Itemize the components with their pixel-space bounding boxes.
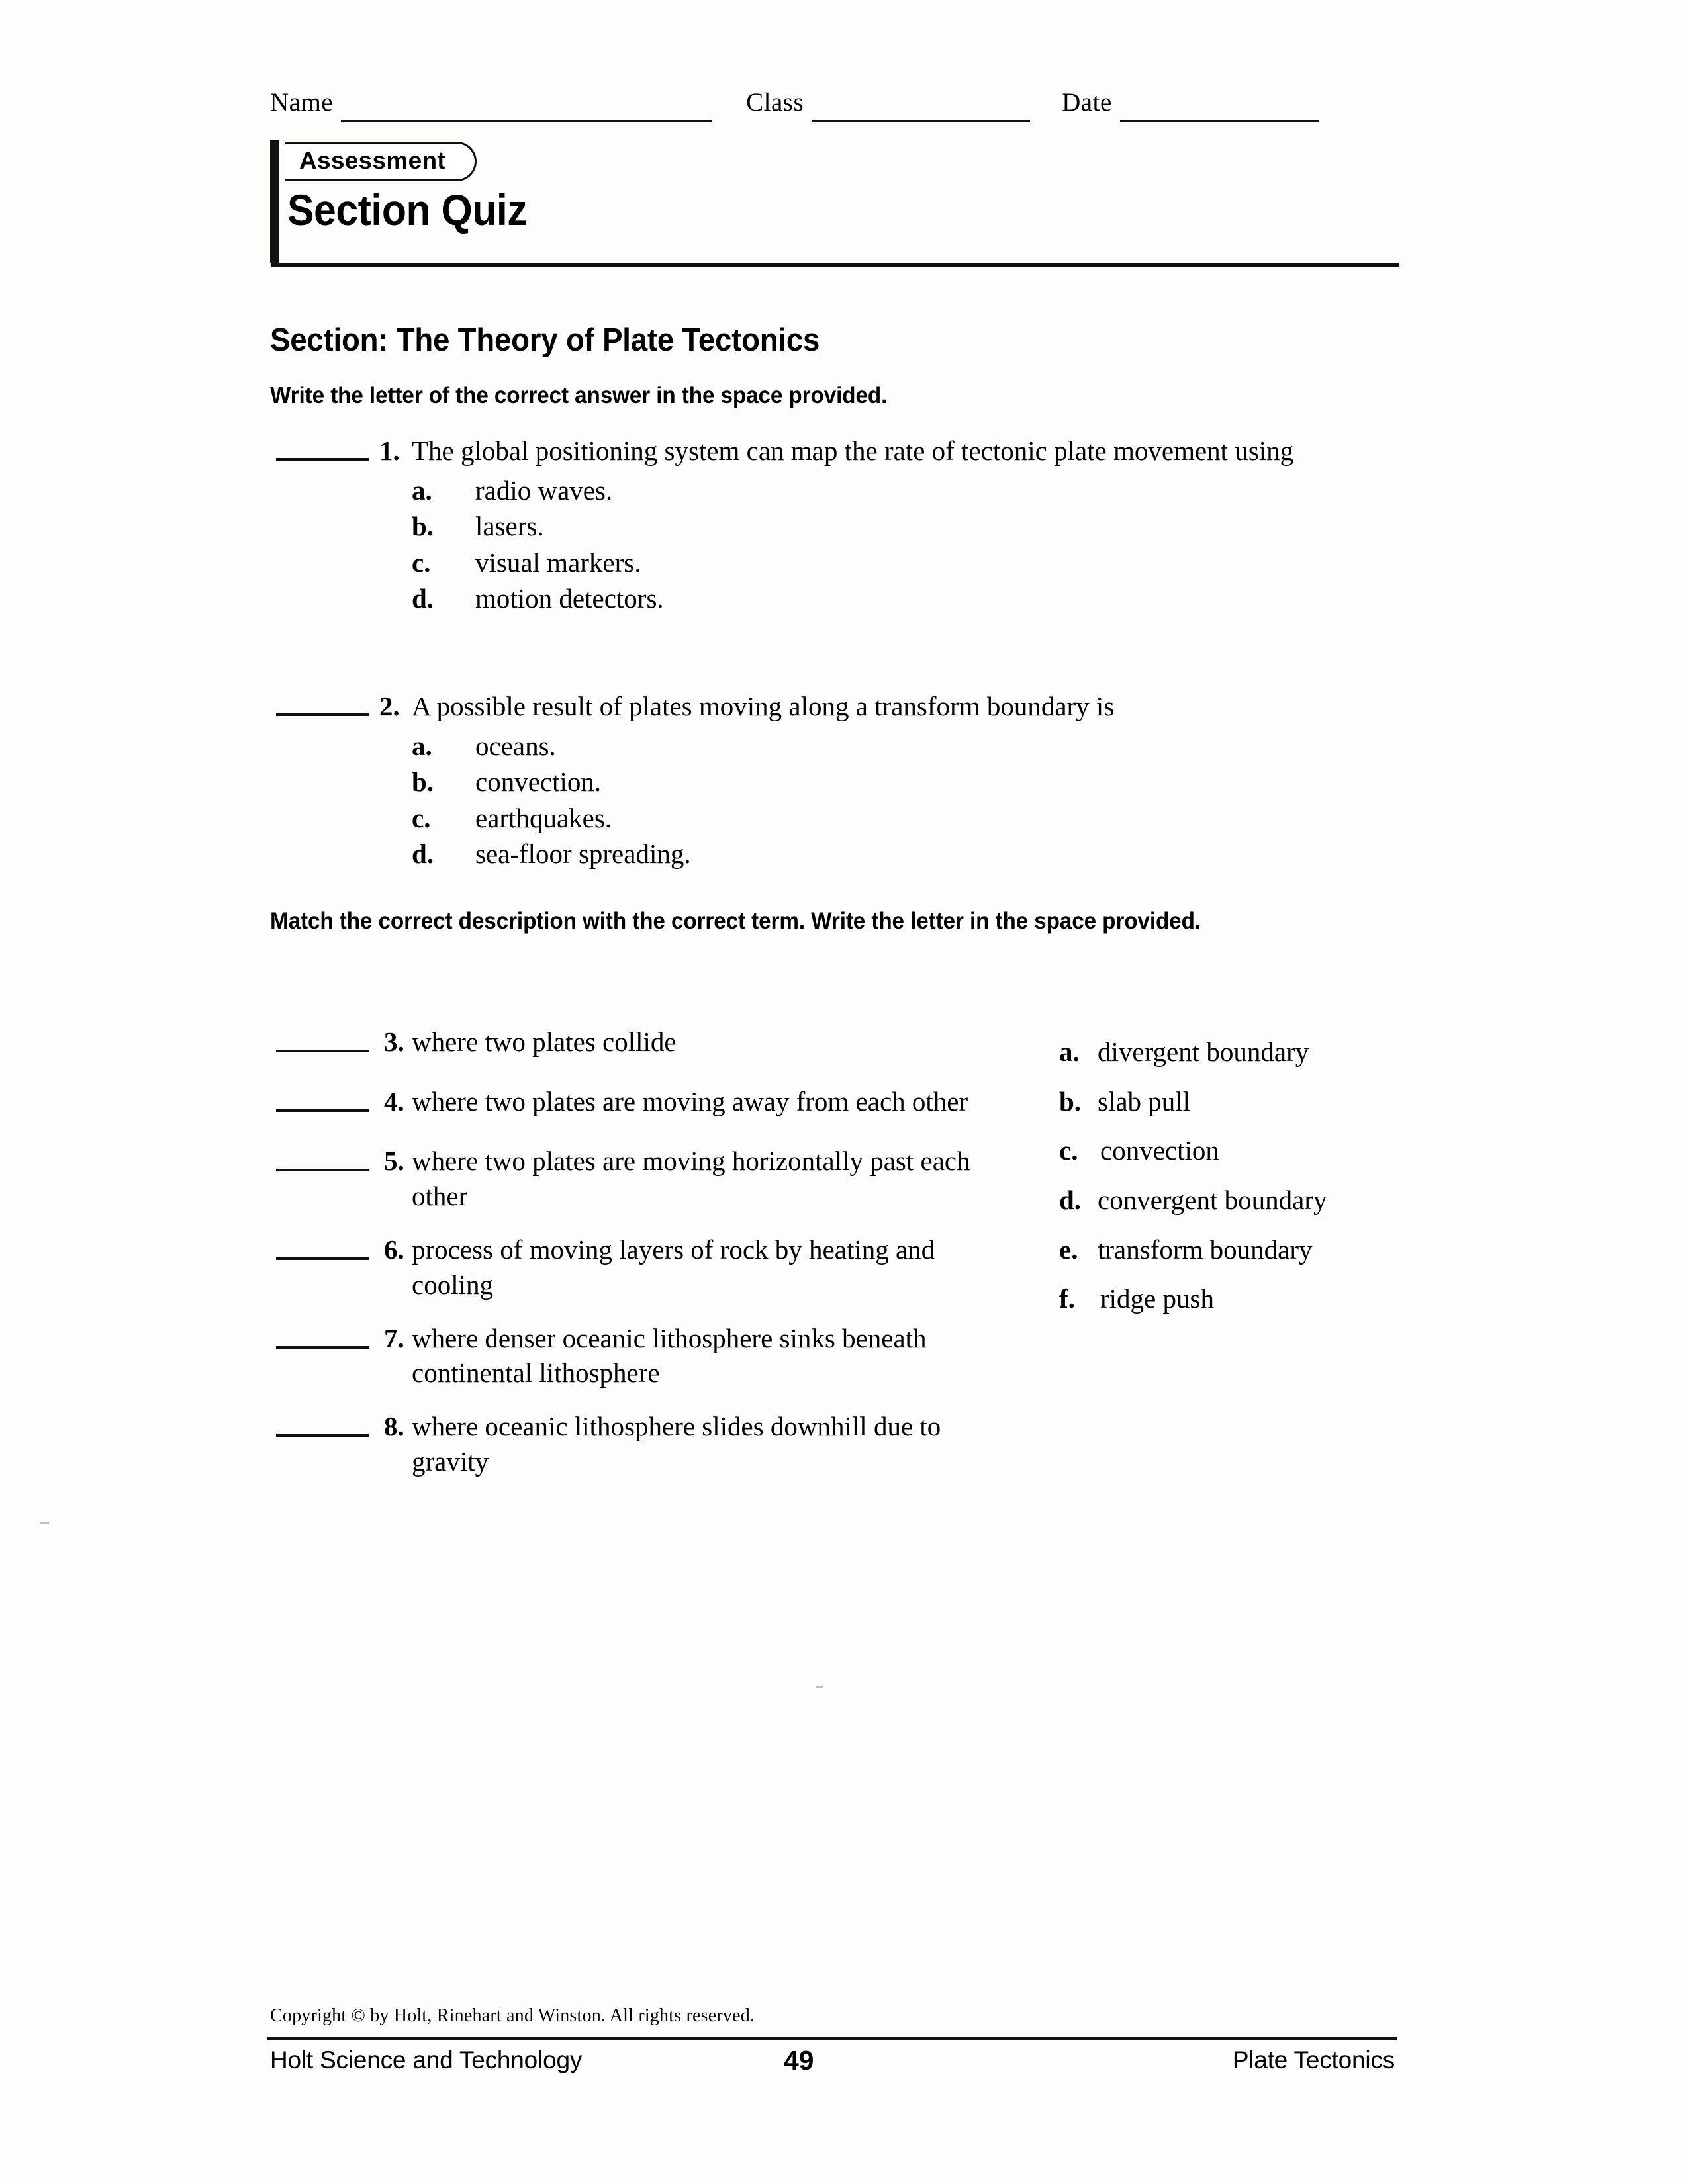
term-text: convergent boundary xyxy=(1098,1184,1327,1215)
term-option[interactable] xyxy=(1059,1183,1470,1218)
footer xyxy=(267,2046,1397,2086)
term-text: slab pull xyxy=(1098,1085,1191,1116)
answer-blank[interactable] xyxy=(276,1109,369,1112)
question-number: 3. xyxy=(384,1026,404,1057)
class-label: Class xyxy=(746,88,804,116)
answer-blank[interactable] xyxy=(276,458,369,461)
date-label: Date xyxy=(1062,88,1112,116)
matching-term-list xyxy=(1059,1035,1470,1332)
matching-item xyxy=(270,1321,985,1391)
term-letter: c. xyxy=(1059,1135,1078,1166)
choice-text: visual markers. xyxy=(475,547,641,578)
assessment-badge: Assessment xyxy=(285,142,477,181)
question-number: 5. xyxy=(384,1146,404,1176)
matching-description-list xyxy=(270,1024,985,1498)
answer-blank[interactable] xyxy=(276,1169,369,1171)
choice-text: radio waves. xyxy=(475,475,613,506)
book-title: Holt Science and Technology xyxy=(270,2046,583,2073)
choice-text: convection. xyxy=(475,766,602,797)
answer-blank[interactable] xyxy=(276,1434,369,1437)
choice-letter: c. xyxy=(412,547,431,578)
question-item xyxy=(270,434,1395,617)
term-letter: a. xyxy=(1059,1036,1080,1067)
choice-text: lasers. xyxy=(475,511,544,542)
choice-text: earthquakes. xyxy=(475,802,612,833)
answer-blank[interactable] xyxy=(276,1346,369,1349)
matching-item xyxy=(270,1232,985,1302)
question-number: 6. xyxy=(384,1234,404,1265)
question-number: 4. xyxy=(384,1086,404,1116)
question-number: 7. xyxy=(384,1322,404,1353)
term-text: divergent boundary xyxy=(1098,1036,1309,1067)
choice-letter: b. xyxy=(412,766,434,797)
term-option[interactable] xyxy=(1059,1282,1470,1316)
page-number: 49 xyxy=(784,2045,814,2075)
assessment-banner xyxy=(270,136,1399,269)
question-item xyxy=(270,690,1395,872)
chapter-name: Plate Tectonics xyxy=(1232,2046,1395,2073)
term-text: transform boundary xyxy=(1098,1234,1313,1265)
term-letter: e. xyxy=(1059,1234,1078,1265)
question-text: The global positioning system can map the rate of tectonic plate movement using xyxy=(412,435,1294,466)
answer-blank[interactable] xyxy=(276,1257,369,1260)
scan-artifact xyxy=(816,1686,823,1688)
term-option[interactable] xyxy=(1059,1085,1470,1119)
question-number: 2. xyxy=(379,691,400,721)
question-text: A possible result of plates moving along a transform boundary is xyxy=(412,691,1115,721)
term-text: convection xyxy=(1100,1135,1219,1166)
name-label: Name xyxy=(270,88,334,116)
choice-list xyxy=(412,728,1395,872)
choice-letter: d. xyxy=(412,583,434,614)
section-heading: Section: The Theory of Plate Tectonics xyxy=(270,322,820,358)
copyright-notice: Copyright © by Holt, Rinehart and Winston. All rights reserved. xyxy=(270,2005,755,2026)
choice-letter: d. xyxy=(412,839,434,870)
choice-option[interactable] xyxy=(412,473,1395,509)
matching-item xyxy=(270,1409,985,1479)
choice-option[interactable] xyxy=(412,728,1395,764)
choice-letter: a. xyxy=(412,730,432,761)
description-text: where denser oceanic lithosphere sinks beneath continental lithosphere xyxy=(412,1322,927,1388)
choice-text: motion detectors. xyxy=(475,583,664,614)
description-text: where two plates are moving horizontally past each other xyxy=(412,1146,970,1211)
description-text: where two plates collide xyxy=(412,1026,677,1057)
choice-list xyxy=(412,473,1395,617)
question-row xyxy=(270,434,1395,469)
description-text: process of moving layers of rock by heating and cooling xyxy=(412,1234,935,1300)
scan-artifact xyxy=(40,1522,49,1524)
banner-left-bar xyxy=(270,140,279,263)
description-text: where oceanic lithosphere slides downhill due to gravity xyxy=(412,1411,941,1477)
choice-option[interactable] xyxy=(412,580,1395,617)
multiple-choice-instructions: Write the letter of the correct answer in the space provided. xyxy=(270,383,888,408)
choice-option[interactable] xyxy=(412,545,1395,581)
page-title: Section Quiz xyxy=(287,185,528,234)
class-write-line[interactable] xyxy=(812,120,1030,122)
name-write-line[interactable] xyxy=(341,120,712,122)
footer-divider xyxy=(267,2037,1397,2040)
matching-item xyxy=(270,1024,985,1066)
answer-blank[interactable] xyxy=(276,1050,369,1052)
term-option[interactable] xyxy=(1059,1035,1470,1069)
term-letter: b. xyxy=(1059,1085,1082,1116)
choice-letter: b. xyxy=(412,511,434,542)
choice-option[interactable] xyxy=(412,764,1395,800)
term-letter: d. xyxy=(1059,1184,1082,1215)
question-number: 1. xyxy=(379,435,400,466)
choice-letter: c. xyxy=(412,802,431,833)
question-row xyxy=(270,690,1395,724)
question-number: 8. xyxy=(384,1411,404,1442)
matching-item xyxy=(270,1084,985,1125)
matching-item xyxy=(270,1144,985,1214)
choice-letter: a. xyxy=(412,475,432,506)
term-text: ridge push xyxy=(1100,1283,1214,1314)
term-option[interactable] xyxy=(1059,1233,1470,1267)
term-letter: f. xyxy=(1059,1283,1075,1314)
choice-option[interactable] xyxy=(412,508,1395,545)
banner-divider xyxy=(271,263,1399,267)
matching-instructions: Match the correct description with the correct term. Write the letter in the space provided. xyxy=(270,908,1201,934)
choice-option[interactable] xyxy=(412,836,1395,872)
choice-text: oceans. xyxy=(475,730,556,761)
student-info-row xyxy=(270,87,1395,128)
choice-option[interactable] xyxy=(412,800,1395,837)
description-text: where two plates are moving away from each other xyxy=(412,1086,968,1116)
term-option[interactable] xyxy=(1059,1134,1470,1168)
date-write-line[interactable] xyxy=(1120,120,1319,122)
answer-blank[interactable] xyxy=(276,713,369,716)
choice-text: sea-floor spreading. xyxy=(475,839,691,870)
